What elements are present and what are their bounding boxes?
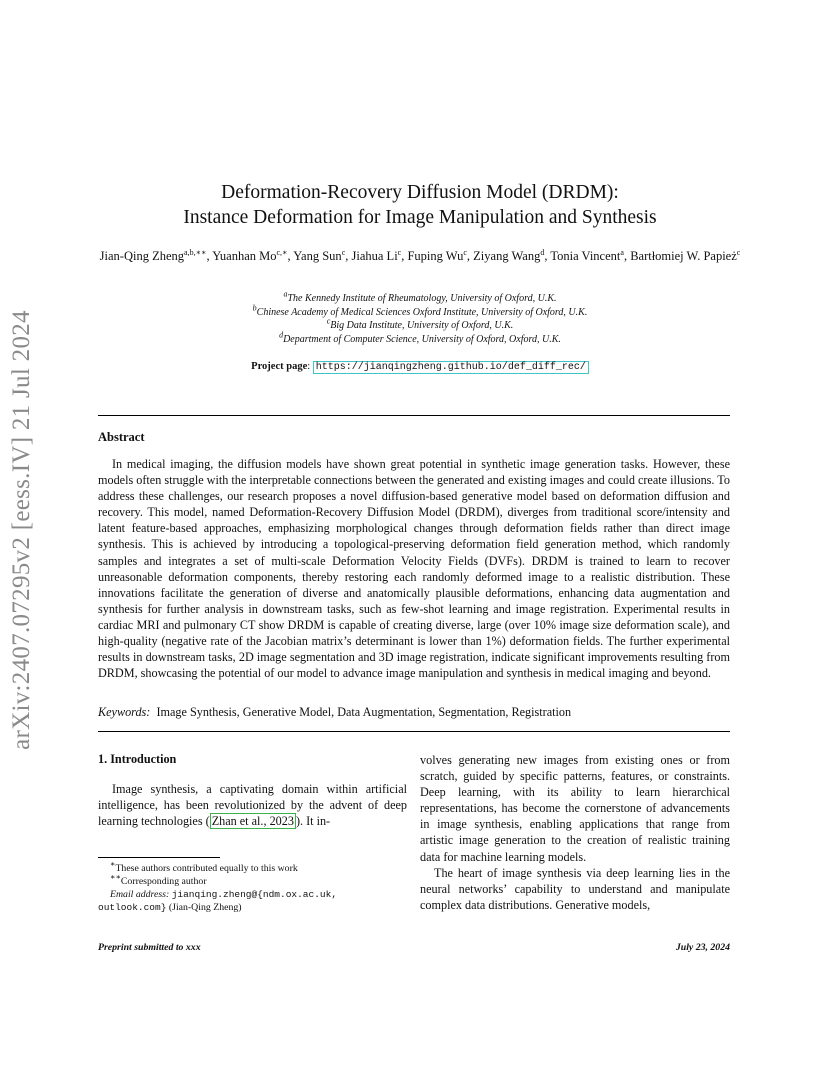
affil-sup: a [283, 289, 288, 299]
affil-text: Chinese Academy of Medical Sciences Oxford Institute, University of Oxford, U.K. [256, 306, 588, 318]
abstract-heading: Abstract [98, 430, 145, 444]
title-line-2: Instance Deformation for Image Manipulation and Synthesis [183, 207, 657, 228]
email-address[interactable]: jianqing.zheng@{ndm.ox.ac.uk, outlook.com} [98, 889, 338, 913]
author-sup: c [463, 247, 467, 257]
keywords-label: Keywords: [98, 705, 151, 719]
affiliations [90, 289, 750, 346]
author-name: Jian-Qing Zheng [99, 249, 185, 263]
footer-date: July 23, 2024 [675, 942, 730, 953]
footer-preprint: Preprint submitted to xxx [98, 942, 201, 953]
author-name: Ziyang Wang [473, 249, 541, 263]
keywords [98, 705, 730, 720]
section-heading-introduction: 1. Introduction [98, 752, 177, 766]
project-label: Project page [251, 361, 308, 372]
affil-text: Big Data Institute, University of Oxford, U.K. [330, 320, 514, 331]
fn-mark: ∗∗ [110, 872, 121, 882]
affiliation-b [90, 303, 750, 320]
right-column [420, 752, 730, 913]
author-name: Jiahua Li [351, 249, 398, 263]
author-name: Bartłomiej W. Papież [630, 249, 737, 263]
footnotes [98, 859, 407, 914]
title-line-1: Deformation-Recovery Diffusion Model (DRDM): [221, 182, 619, 203]
fn-text: These authors contributed equally to this work [115, 863, 298, 874]
keywords-text: Image Synthesis, Generative Model, Data Augmentation, Segmentation, Registration [156, 705, 572, 719]
project-link[interactable]: https://jianqingzheng.github.io/def_diff_rec/ [313, 361, 589, 374]
author-name: Fuping Wu [407, 249, 464, 263]
citation-link[interactable]: Zhan et al., 2023 [211, 814, 294, 829]
cite-year: 2023 [269, 814, 294, 829]
author-sup: c [736, 247, 741, 257]
bottom-rule [98, 731, 730, 732]
author-sup: c [341, 247, 346, 257]
fn-text: Corresponding author [120, 876, 207, 887]
email-name: (Jian-Qing Zheng) [168, 902, 242, 913]
arxiv-stamp-text: arXiv:2407.07295v2 [eess.IV] 21 Jul 2024 [8, 310, 35, 750]
affiliation-d [90, 330, 750, 347]
email-label: Email address: [110, 889, 170, 900]
abstract-body: In medical imaging, the diffusion models have shown great potential in synthetic image generation tasks. However, these models often struggle with the interpretable connections between the generated and existing images and could create illusions. To address these challenges, our research proposes a novel diffusion-based generative model based on deformation diffusion and recovery. This model, named Deformation-Recovery Diffusion Model (DRDM), diverges from traditional score/intensity and latent feature-based approaches, emphasizing morphological changes through deformation fields rather than direct image synthesis. This is achieved by introducing a topological-preserving deformation field generation method, which randomly samples and integrates a set of multi-scale Deformation Velocity Fields (DVFs). DRDM is trained to learn to recover unreasonable deformation components, thereby restoring each randomly deformed image to a realistic distribution. These innovations facilitate the generation of diverse and anatomically plausible deformations, enhancing data augmentation and synthesis for further analysis in downstream tasks, such as few-shot learning and image registration. Experimental results in cardiac MRI and pulmonary CT show DRDM is capable of creating diverse, large (over 10% image size deformation scale), and high-quality (negative rate of the Jacobian matrix’s determinant is lower than 1%) deformation fields. The further experimental results in downstream tasks, 2D image segmentation and 3D image registration, indicate significant improvements resulting from DRDM, showcasing the potential of our model to advance image manipulation and synthesis in medical imaging and beyond. [98, 457, 730, 681]
top-rule [98, 415, 730, 416]
paper-title [90, 180, 750, 230]
cite-author: Zhan et al. [211, 814, 264, 829]
intro-p1-continued: volves generating new images from existing ones or from scratch, guided by specific patterns, features, or constraints. Deep learning, with its ability to learn hierarchical representations, has become the cornerstone of advancements in image synthesis, enabling applications that range from artistic image generation to the creation of realistic training data for machine learning models. [420, 753, 730, 864]
affiliation-a [90, 289, 750, 306]
author-sup: c,∗ [276, 247, 288, 257]
project-page: Project page: https://jianqingzheng.github.io/def_diff_rec/ [90, 361, 750, 373]
author-name: Tonia Vincent [550, 249, 621, 263]
author-sup: a [620, 247, 624, 257]
fn-mark: ∗ [110, 859, 116, 869]
author-name: Yang Sun [293, 249, 342, 263]
author-sup: a,b,∗∗ [184, 247, 207, 257]
author-list: Jian-Qing Zheng$^{a,b,∗∗}$, Yuanhan $Mo^{c,∗}$, Yang Sun$^c$, Jiahua Li$^c$, Fuping Wu$^c$, Ziyang Wang$^d$, Tonia Vincent$^a$, Bartłomiej W. Papież$^c$ [99, 247, 741, 263]
footnote-2 [98, 872, 407, 888]
author-name: Yuanhan Mo [212, 249, 277, 263]
affil-sup: c [326, 316, 331, 326]
affil-sup: b [252, 303, 257, 313]
intro-paragraph-1 [98, 781, 407, 829]
intro-p1-text: Image synthesis, a captivating domain within artificial intelligence, has been revolutionized by the advent of deep learning technologies ( [98, 782, 407, 829]
arxiv-stamp [4, 290, 40, 770]
affil-sup: d [279, 330, 284, 340]
footnote-rule [98, 857, 220, 858]
intro-p1-end: ). It in- [295, 814, 331, 829]
intro-paragraph-2: The heart of image synthesis via deep learning lies in the neural networks’ capability to understand and manipulate complex data distributions. Generative models, [420, 865, 730, 912]
affil-text: The Kennedy Institute of Rheumatology, University of Oxford, U.K. [287, 293, 557, 304]
footnote-email [98, 888, 407, 914]
footnote-1 [98, 859, 407, 875]
affiliation-c [90, 316, 750, 333]
affil-text: Department of Computer Science, University of Oxford, Oxford, U.K. [283, 333, 561, 345]
author-sup: d [540, 247, 545, 257]
author-sup: c [397, 247, 402, 257]
